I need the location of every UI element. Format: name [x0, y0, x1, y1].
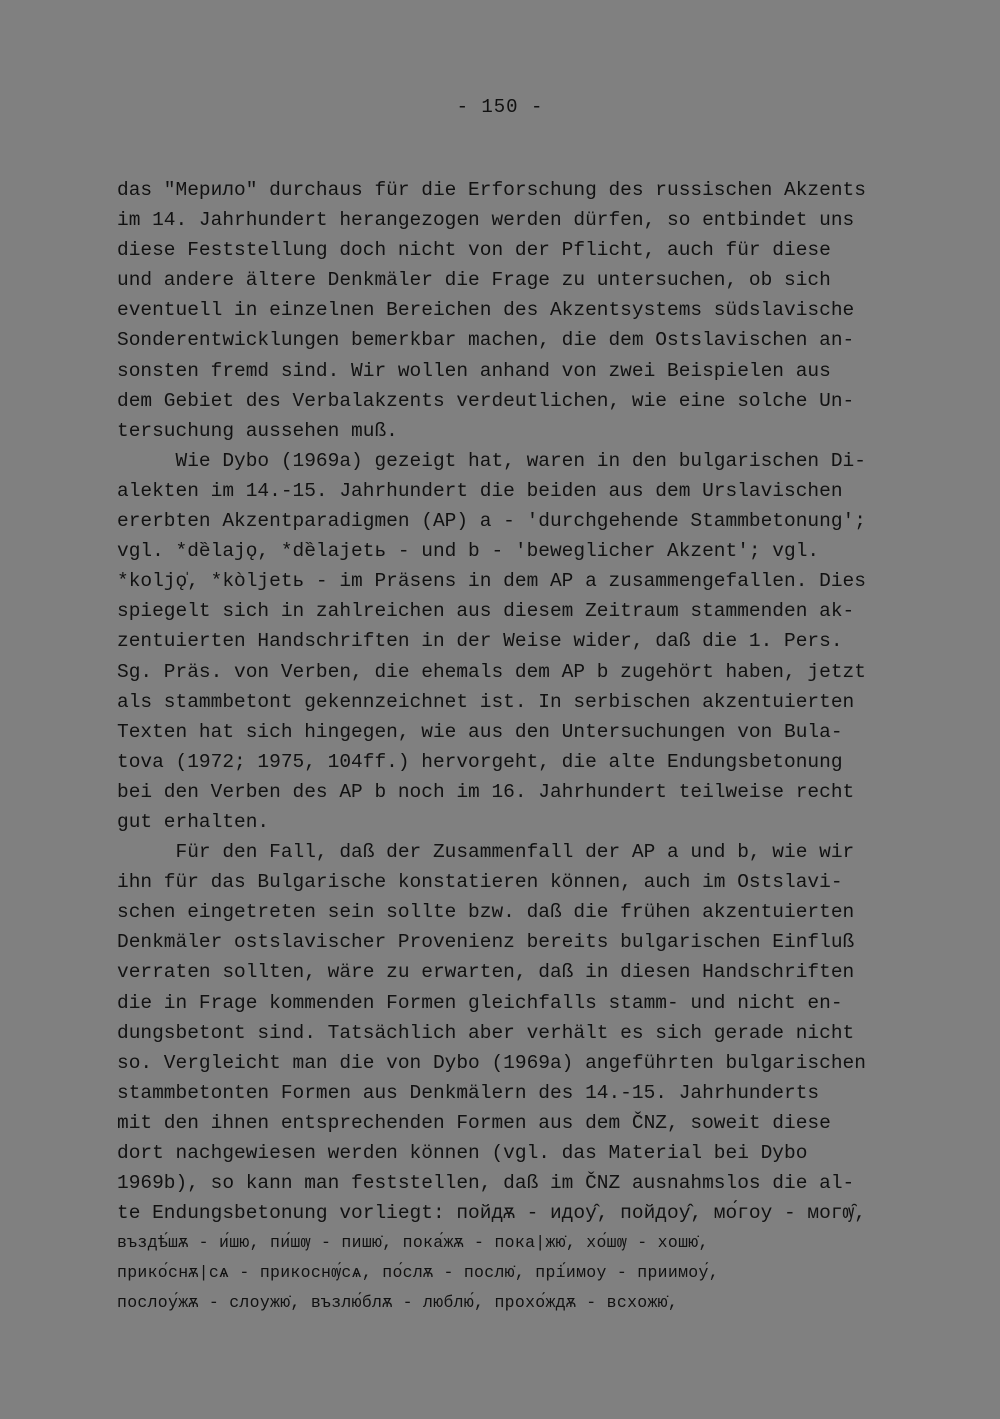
text-line: und andere ältere Denkmäler die Frage zu untersuchen, ob sich [117, 269, 831, 292]
text-line: diese Feststellung doch nicht von der Pflicht, auch für diese [117, 239, 831, 262]
text-line: dort nachgewiesen werden können (vgl. das Material bei Dybo [117, 1142, 808, 1164]
page-number: - 150 - [456, 96, 544, 118]
text-line: Sonderentwicklungen bemerkbar machen, die dem Ostslavischen an- [117, 329, 855, 352]
text-line: ihn für das Bulgarische konstatieren können, auch im Ostslavi- [117, 871, 843, 894]
text-line: alekten im 14.-15. Jahrhundert die beiden aus dem Urslavischen [117, 479, 843, 502]
text-line: so. Vergleicht man die von Dybo (1969a) angeführten bulgarischen [117, 1051, 866, 1074]
text-line: das "Мерило" durchaus für die Erforschung des russischen Akzents [117, 179, 866, 201]
text-line: vgl. *dȅlajǫ, *dȅlajetь - und b - 'beweglicher Akzent'; vgl. [117, 540, 820, 563]
text-line: *koljǫ̍, *kòljetь - im Präsens in dem AP a zusammengefallen. Dies [117, 570, 866, 593]
text-line: Sg. Präs. von Verben, die ehemals dem AP b zugehört haben, jetzt [117, 660, 866, 683]
text-line: Für den Fall, daß der Zusammenfall der AP a und b, wie wir [117, 841, 855, 864]
old-church-slavonic-line: въздѣ́шѫ - и́шю, пи́шѹ - пишю̇, пока́жѫ - пока|жю̇, хо́шѹ - хошю̇, [117, 1233, 709, 1253]
body-text [117, 175, 917, 1319]
text-line: tova (1972; 1975, 104ff.) hervorgeht, die alte Endungsbetonung [117, 750, 843, 773]
text-line: Texten hat sich hingegen, wie aus den Untersuchungen von Bula- [117, 720, 843, 743]
text-line: verraten sollten, wäre zu erwarten, daß in diesen Handschriften [117, 961, 855, 984]
text-line: gut erhalten. [117, 810, 270, 833]
text-line: die in Frage kommenden Formen gleichfalls stamm- und nicht en- [117, 991, 843, 1014]
text-line: 1969b), so kann man feststellen, daß im ČNZ ausnahmslos die al- [117, 1172, 855, 1195]
text-line: zentuierten Handschriften in der Weise wider, daß die 1. Pers. [117, 630, 843, 653]
text-line: schen eingetreten sein sollte bzw. daß die frühen akzentuierten [117, 901, 855, 924]
text-line: bei den Verben des AP b noch im 16. Jahrhundert teilweise recht [117, 780, 855, 803]
text-line: Denkmäler ostslavischer Provenienz bereits bulgarischen Einfluß [117, 931, 855, 954]
text-line: te Endungsbetonung vorliegt: пойдѫ - идоу̂, пойдоу̂, мо́гоу - могѹ̑, [117, 1202, 866, 1225]
text-line: ererbten Akzentparadigmen (AP) a - 'durchgehende Stammbetonung'; [117, 510, 866, 533]
old-church-slavonic-line: прико́снѫ|сѧ - прикоснѹ́сѧ, по́слѫ - послю̇, прі́имоу - приимоу́, [117, 1263, 719, 1283]
text-line: im 14. Jahrhundert herangezogen werden dürfen, so entbindet uns [117, 209, 855, 232]
text-line: tersuchung aussehen muß. [117, 419, 398, 442]
text-line: Wie Dybo (1969a) gezeigt hat, waren in den bulgarischen Di- [117, 449, 866, 472]
text-line: sonsten fremd sind. Wir wollen anhand von zwei Beispielen aus [117, 359, 831, 382]
text-line: dem Gebiet des Verbalakzents verdeutlichen, wie eine solche Un- [117, 389, 855, 412]
text-line: mit den ihnen entsprechenden Formen aus dem ČNZ, soweit diese [117, 1111, 831, 1134]
text-line: eventuell in einzelnen Bereichen des Akzentsystems südslavische [117, 299, 855, 322]
text-line: als stammbetont gekennzeichnet ist. In serbischen akzentuierten [117, 690, 855, 713]
text-line: spiegelt sich in zahlreichen aus diesem Zeitraum stammenden ak- [117, 600, 855, 623]
text-line: dungsbetont sind. Tatsächlich aber verhält es sich gerade nicht [117, 1021, 855, 1044]
old-church-slavonic-line: послоу́жѫ - слоужю̇, възлю́блѫ - люблю́, прохо́ждѫ - всхожю̇, [117, 1293, 679, 1313]
text-line: stammbetonten Formen aus Denkmälern des 14.-15. Jahrhunderts [117, 1081, 820, 1104]
